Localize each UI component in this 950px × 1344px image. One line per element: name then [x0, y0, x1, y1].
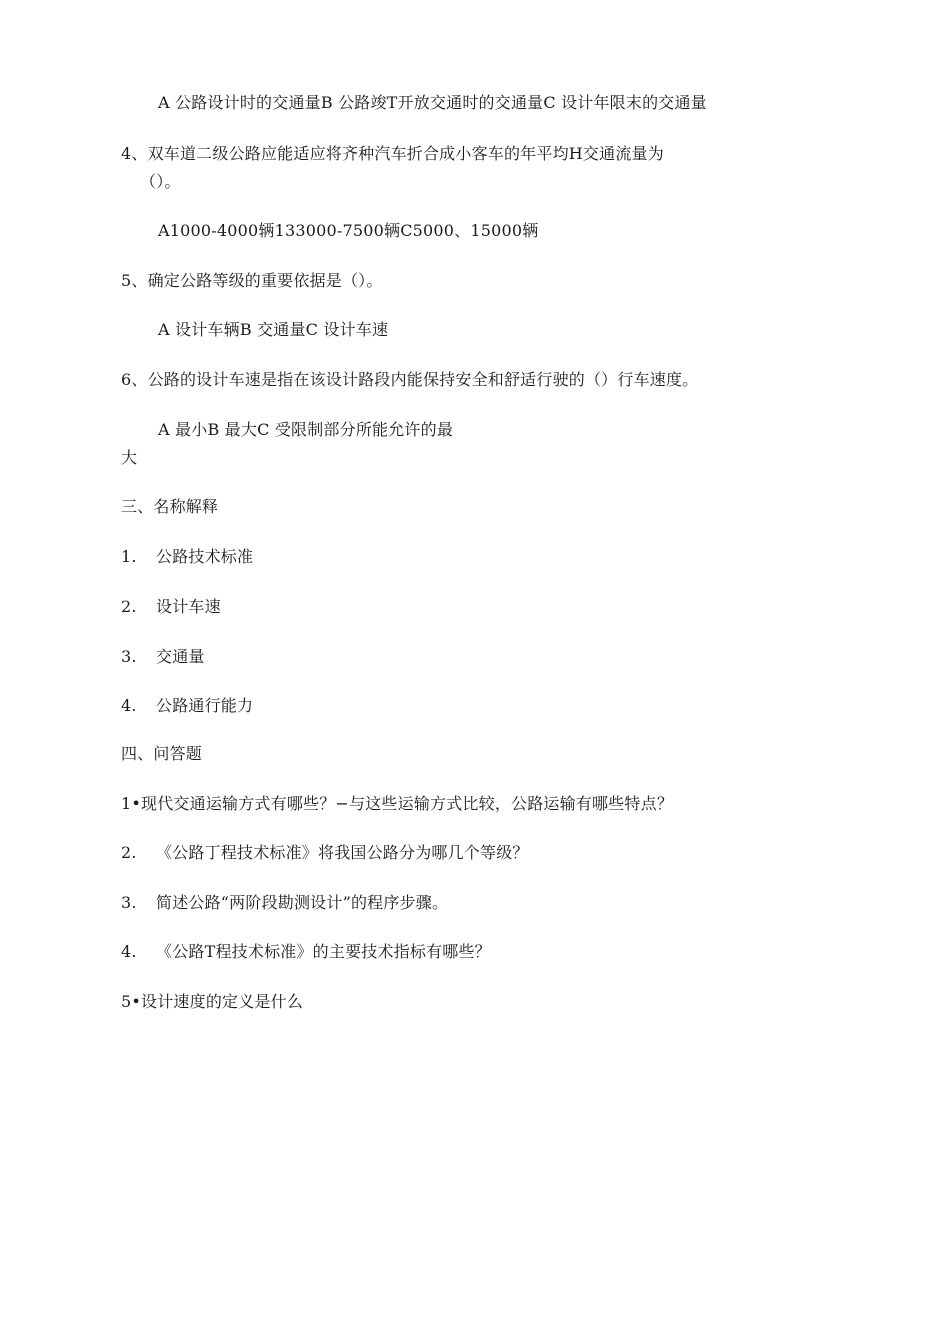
q6-options-cont: 大 [121, 448, 138, 467]
s3-item-num: 1. [121, 547, 137, 566]
s4-item-5: 5•设计速度的定义是什么 [121, 992, 304, 1011]
q5-options: A 设计车辆B 交通量C 设计车速 [158, 320, 389, 339]
q4-question-cont: （）。 [140, 172, 181, 191]
q5-question: 5、确定公路等级的重要依据是（）。 [121, 271, 383, 290]
s3-item-num: 3. [121, 647, 137, 666]
q4-question: 4、双车道二级公路应能适应将齐种汽车折合成小客车的年平均H交通流量为 [121, 144, 664, 163]
s4-item-num: 2. [121, 843, 137, 862]
s3-item-text: 公路技术标准 [156, 547, 254, 566]
s3-item-text: 交通量 [156, 647, 205, 666]
s4-item-1: 1•现代交通运输方式有哪些？−与这些运输方式比较，公路运输有哪些特点？ [121, 794, 674, 813]
s3-item-num: 2. [121, 597, 137, 616]
s4-item-text: 简述公路“两阶段勘测设计”的程序步骤。 [156, 893, 449, 912]
q6-options: A 最小B 最大C 受限制部分所能允许的最 [158, 420, 454, 439]
s4-item-num: 3. [121, 893, 137, 912]
s3-item-num: 4. [121, 696, 137, 715]
s4-item-text: 《公路丁程技术标准》将我国公路分为哪几个等级？ [156, 843, 529, 862]
section-4-title: 四、问答题 [121, 744, 203, 763]
section-3-title: 三、名称解释 [121, 497, 219, 516]
q4-options: A1000-4000辆133000-7500辆C5000、15000辆 [158, 221, 539, 240]
s4-item-num: 4. [121, 942, 137, 961]
s4-item-text: 《公路T程技术标准》的主要技术指标有哪些？ [156, 942, 491, 961]
q6-question: 6、公路的设计车速是指在该设计路段内能保持安全和舒适行驶的（）行车速度。 [121, 370, 699, 389]
s3-item-text: 设计车速 [156, 597, 221, 616]
s3-item-text: 公路通行能力 [156, 696, 254, 715]
q3-options: A 公路设计时的交通量B 公路竣T开放交通时的交通量C 设计年限末的交通量 [158, 93, 707, 112]
